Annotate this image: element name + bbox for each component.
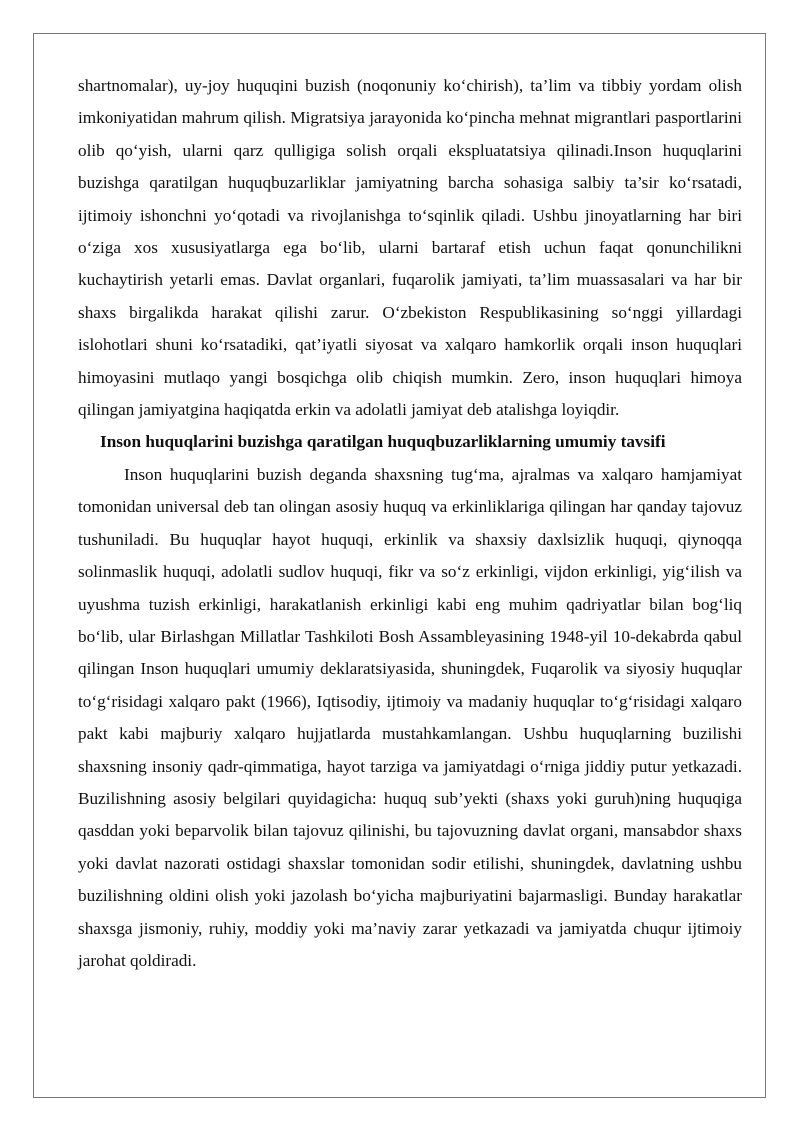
body-paragraph: Inson huquqlarini buzish deganda shaxsning tug‘ma, ajralmas va xalqaro hamjamiyat tomonidan universal deb tan olingan asosiy huquq va erkinliklariga qilingan har qanday tajovuz tushuniladi. Bu huquqlar hayot huquqi, erkinlik va shaxsiy daxlsizlik huquqi, qiynoqqa solinmaslik huquqi, adolatli sudlov huquqi, fikr va so‘z erkinligi, vijdon erkinligi, yig‘ilish va uyushma tuzish erkinligi, harakatlanish erkinligi kabi eng muhim qadriyatlar bilan bog‘liq bo‘lib, ular Birlashgan Millatlar Tashkiloti Bosh Assambleyasining 1948-yil 10-dekabrda qabul qilingan Inson huquqlari umumiy deklaratsiyasida, shuningdek, Fuqarolik va siyosiy huquqlar to‘g‘risidagi xalqaro pakt (1966), Iqtisodiy, ijtimoiy va madaniy huquqlar to‘g‘risidagi xalqaro pakt kabi majburiy xalqaro hujjatlarda mustahkamlangan. Ushbu huquqlarning buzilishi shaxsning insoniy qadr-qimmatiga, hayot tarziga va jamiyatdagi o‘rniga jiddiy putur yetkazadi. Buzilishning asosiy belgilari quyidagicha: huquq sub’yekti (shaxs yoki guruh)ning huquqiga qasddan yoki beparvolik bilan tajovuz qilinishi, bu tajovuzning davlat organi, mansabdor shaxs yoki davlat nazorati ostidagi shaxslar tomonidan sodir etilishi, shuningdek, davlatning ushbu buzilishning oldini olish yoki jazolash bo‘yicha majburiyatini bajarmasligi. Bunday harakatlar shaxsga jismoniy, ruhiy, moddiy yoki ma’naviy zarar yetkazadi va jamiyatda chuqur ijtimoiy jarohat qoldiradi.	[78, 464, 742, 970]
section-heading: Inson huquqlarini buzishga qaratilgan huquqbuzarliklarning umumiy tavsifi	[100, 432, 666, 452]
body-paragraph: shartnomalar), uy-joy huquqini buzish (noqonuniy ko‘chirish), ta’lim va tibbiy yordam olish imkoniyatidan mahrum qilish. Migratsiya jarayonida ko‘pincha mehnat migrantlari pasportlarini olib qo‘yish, ularni qarz qulligiga solish orqali ekspluatatsiya qilinadi.Inson huquqlarini buzishga qaratilgan huquqbuzarliklar jamiyatning barcha sohasiga salbiy ta’sir ko‘rsatadi, ijtimoiy ishonchni yo‘qotadi va rivojlanishga to‘sqinlik qiladi. Ushbu jinoyatlarning har biri o‘ziga xos xususiyatlarga ega bo‘lib, ularni bartaraf etish uchun faqat qonunchilikni kuchaytirish yetarli emas. Davlat organlari, fuqarolik jamiyati, ta’lim muassasalari va har bir shaxs birgalikda harakat qilishi zarur. O‘zbekiston Respublikasining so‘nggi yillardagi islohotlari shuni ko‘rsatadiki, qat’iyatli siyosat va xalqaro hamkorlik orqali inson huquqlari himoyasini mutlaqo yangi bosqichga olib chiqish mumkin. Zero, inson huquqlari himoya qilingan jamiyatgina haqiqatda erkin va adolatli jamiyat deb atalishga loyiqdir.	[78, 76, 742, 420]
document-body	[78, 70, 742, 977]
